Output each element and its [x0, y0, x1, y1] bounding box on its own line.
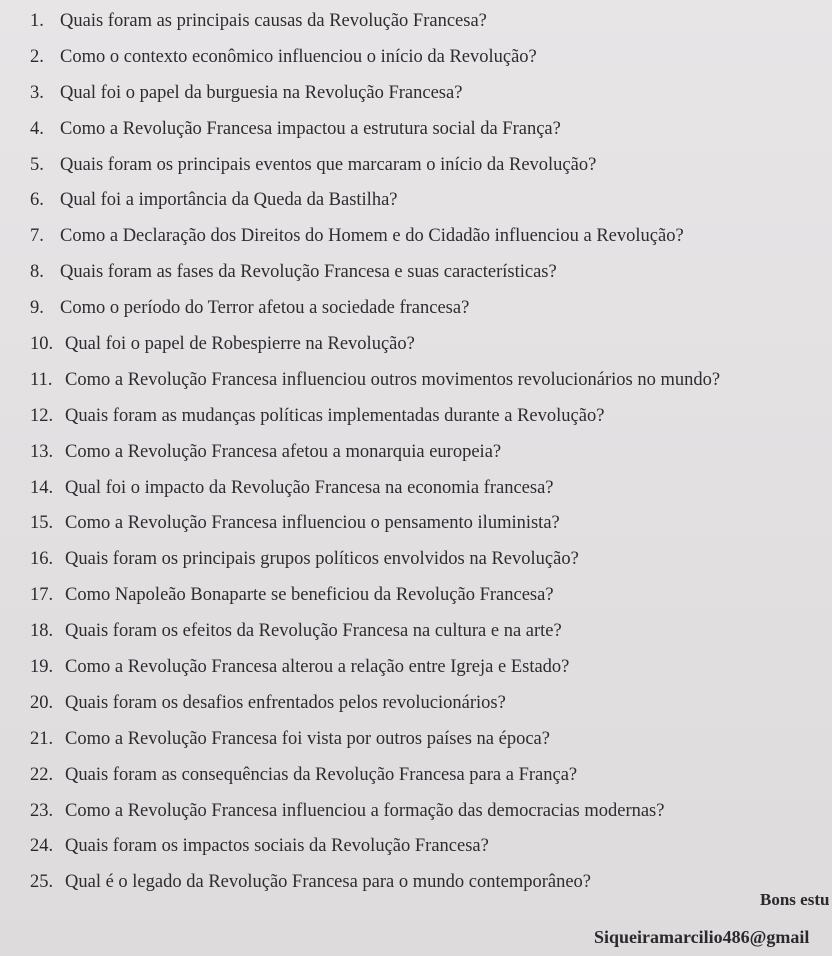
question-text: Como a Revolução Francesa impactou a estrutura social da França? — [60, 118, 561, 139]
question-item — [30, 584, 830, 620]
question-item — [30, 82, 830, 118]
question-item — [30, 189, 830, 225]
question-number: 4. — [30, 118, 44, 139]
question-item — [30, 800, 830, 836]
question-item — [30, 764, 830, 800]
question-number: 13. — [30, 441, 54, 462]
question-number: 23. — [30, 800, 54, 821]
question-text: Como a Revolução Francesa influenciou o pensamento iluminista? — [65, 513, 560, 534]
question-item — [30, 548, 830, 584]
question-text: Qual foi o papel da burguesia na Revolução Francesa? — [60, 82, 463, 103]
question-text: Quais foram os desafios enfrentados pelos revolucionários? — [65, 692, 506, 713]
question-item — [30, 620, 830, 656]
question-item — [30, 405, 830, 441]
question-number: 21. — [30, 728, 54, 749]
question-text: Quais foram as mudanças políticas implementadas durante a Revolução? — [65, 405, 605, 426]
question-number: 7. — [30, 226, 44, 247]
question-number: 14. — [30, 477, 54, 498]
question-text: Como a Revolução Francesa foi vista por outros países na época? — [65, 728, 550, 749]
question-item — [30, 154, 830, 190]
footer-greeting: Bons estu — [760, 890, 830, 909]
question-number: 2. — [30, 46, 44, 67]
question-text: Qual é o legado da Revolução Francesa para o mundo contemporâneo? — [65, 872, 592, 893]
question-text: Quais foram as principais causas da Revolução Francesa? — [60, 11, 487, 31]
question-number: 17. — [30, 585, 54, 606]
question-number: 12. — [30, 405, 54, 426]
question-item — [30, 46, 830, 82]
question-number: 3. — [30, 82, 44, 103]
question-number: 19. — [30, 657, 54, 678]
question-number: 24. — [30, 836, 54, 857]
question-item — [30, 871, 830, 907]
question-number: 22. — [30, 764, 54, 785]
question-item — [30, 728, 830, 764]
question-text: Qual foi a importância da Queda da Bastilha? — [60, 190, 398, 211]
question-text: Como a Revolução Francesa afetou a monarquia europeia? — [65, 441, 502, 462]
question-number: 25. — [30, 872, 54, 893]
question-number: 16. — [30, 549, 54, 570]
question-item — [30, 225, 830, 261]
question-text: Como a Revolução Francesa alterou a relação entre Igreja e Estado? — [65, 657, 570, 678]
question-text: Quais foram os efeitos da Revolução Francesa na cultura e na arte? — [65, 621, 562, 642]
question-item — [30, 297, 830, 333]
question-text: Quais foram as fases da Revolução Francesa e suas características? — [60, 262, 557, 283]
question-text: Quais foram os principais eventos que marcaram o início da Revolução? — [60, 154, 597, 175]
question-text: Qual foi o impacto da Revolução Francesa na economia francesa? — [65, 477, 554, 498]
question-text: Qual foi o papel de Robespierre na Revolução? — [65, 334, 415, 355]
question-item — [30, 512, 830, 548]
question-item — [30, 835, 830, 871]
question-item — [30, 118, 830, 154]
question-number: 18. — [30, 621, 54, 642]
question-text: Como a Revolução Francesa influenciou a formação das democracias modernas? — [65, 800, 665, 821]
question-item — [30, 369, 830, 405]
footer-contact-email: Siqueiramarcilio486@gmail — [594, 927, 810, 947]
question-text: Como a Declaração dos Direitos do Homem e do Cidadão influenciou a Revolução? — [60, 226, 684, 247]
question-number: 20. — [30, 692, 54, 713]
question-item — [30, 441, 830, 477]
question-list — [30, 10, 830, 907]
question-text: Como a Revolução Francesa influenciou outros movimentos revolucionários no mundo? — [65, 369, 721, 390]
question-text: Como o contexto econômico influenciou o início da Revolução? — [60, 46, 537, 67]
question-number: 10. — [30, 334, 54, 355]
question-item — [30, 333, 830, 369]
question-number: 11. — [30, 369, 53, 390]
question-number: 6. — [30, 190, 44, 211]
question-item — [30, 656, 830, 692]
question-number: 8. — [30, 262, 44, 283]
question-item — [30, 261, 830, 297]
question-text: Quais foram os principais grupos políticos envolvidos na Revolução? — [65, 549, 579, 570]
question-number: 15. — [30, 513, 54, 534]
question-text: Como Napoleão Bonaparte se beneficiou da Revolução Francesa? — [65, 585, 554, 606]
question-number: 5. — [30, 154, 44, 175]
question-item — [30, 477, 830, 513]
question-number: 1. — [30, 11, 44, 31]
question-text: Quais foram os impactos sociais da Revolução Francesa? — [65, 836, 489, 857]
question-text: Quais foram as consequências da Revolução Francesa para a França? — [65, 764, 578, 785]
question-number: 9. — [30, 298, 44, 319]
question-item — [30, 10, 830, 46]
question-text: Como o período do Terror afetou a sociedade francesa? — [60, 298, 470, 319]
question-item — [30, 692, 830, 728]
